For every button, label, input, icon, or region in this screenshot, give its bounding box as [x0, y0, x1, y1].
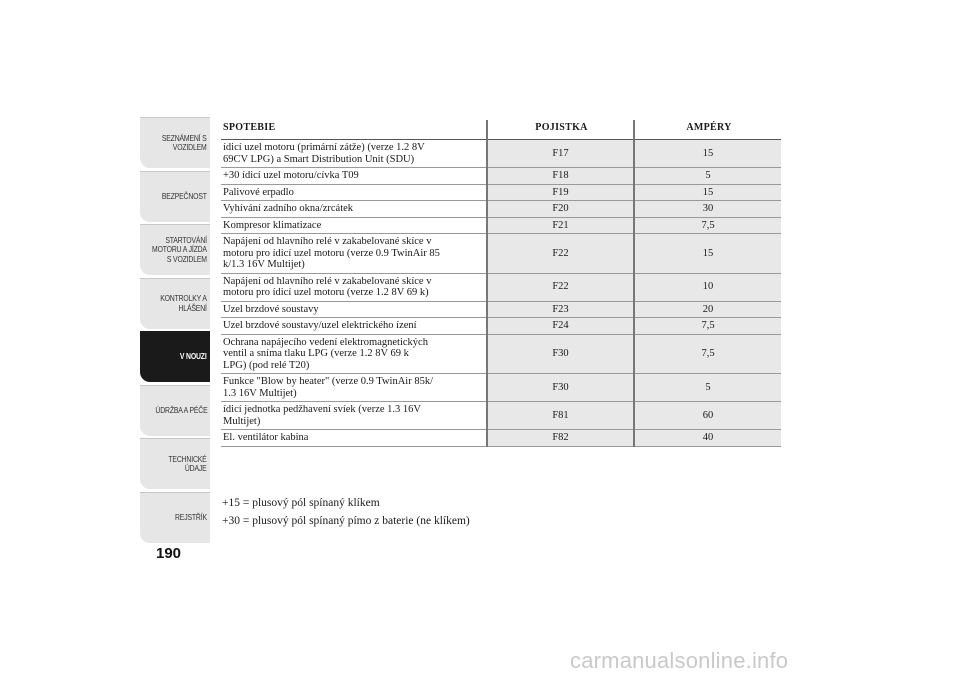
tab-kontrolky[interactable] — [140, 278, 210, 329]
row-consumer: Napájení od hlavního relé v zakabelované skíce v motoru pro ídicí uzel motoru (verze 0.9 TwinAir 85 k/1.3 16V Multijet) — [221, 234, 487, 274]
row-consumer: Kompresor klimatizace — [221, 217, 487, 234]
row-amps: 7,5 — [634, 318, 781, 335]
row-fuse: F24 — [487, 318, 634, 335]
row-consumer: El. ventilátor kabina — [221, 430, 487, 447]
table-row — [221, 430, 781, 447]
row-fuse: F19 — [487, 184, 634, 201]
table-row — [221, 201, 781, 218]
row-amps: 15 — [634, 234, 781, 274]
tab-seznameni-s-vozidlem[interactable] — [140, 117, 210, 168]
note-item: +15 = plusový pól spínaný klíkem — [222, 497, 380, 509]
tab-label: SEZNÁMENÍ S VOZIDLEM — [162, 132, 207, 152]
header-consumer: SPOTEBIE — [221, 120, 487, 140]
fuse-table-wrapper — [221, 120, 781, 447]
notes — [222, 494, 470, 530]
row-fuse: F21 — [487, 217, 634, 234]
tab-label: STARTOVÁNÍ MOTORU A JÍZDA S VOZIDLEM — [152, 234, 207, 264]
row-fuse: F17 — [487, 140, 634, 168]
table-row — [221, 301, 781, 318]
tab-v-nouzi[interactable] — [140, 331, 210, 382]
row-amps: 7,5 — [634, 217, 781, 234]
row-fuse: F23 — [487, 301, 634, 318]
row-consumer: Ochrana napájecího vedení elektromagnetických ventil a sníma tlaku LPG (verze 1.2 8V 69 k LPG) (pod relé T20) — [221, 334, 487, 374]
table-row — [221, 217, 781, 234]
row-fuse: F18 — [487, 168, 634, 185]
row-amps: 40 — [634, 430, 781, 447]
row-consumer: Funkce "Blow by heater" (verze 0.9 TwinAir 85k/ 1.3 16V Multijet) — [221, 374, 487, 402]
table-row — [221, 318, 781, 335]
fuse-table — [221, 120, 781, 447]
tab-startovani[interactable] — [140, 224, 210, 275]
row-amps: 15 — [634, 184, 781, 201]
row-consumer: ídicí uzel motoru (primární zátže) (verze 1.2 8V 69CV LPG) a Smart Distribution Unit (SDU) — [221, 140, 487, 168]
table-row — [221, 184, 781, 201]
row-consumer: +30 ídicí uzel motoru/cívka T09 — [221, 168, 487, 185]
row-amps: 20 — [634, 301, 781, 318]
tab-technicke-udaje[interactable] — [140, 438, 210, 489]
watermark-logo: carmanualsonline.info — [570, 648, 789, 673]
table-row — [221, 402, 781, 430]
row-consumer: Palivové erpadlo — [221, 184, 487, 201]
table-row — [221, 234, 781, 274]
tab-bezpecnost[interactable] — [140, 171, 210, 222]
row-fuse: F22 — [487, 234, 634, 274]
row-consumer: Uzel brzdové soustavy/uzel elektrického ízení — [221, 318, 487, 335]
row-amps: 10 — [634, 273, 781, 301]
table-row — [221, 374, 781, 402]
row-consumer: Uzel brzdové soustavy — [221, 301, 487, 318]
row-amps: 60 — [634, 402, 781, 430]
tab-label: TECHNICKÉ ÚDAJE — [168, 453, 207, 473]
row-fuse: F22 — [487, 273, 634, 301]
tab-label: ÚDRŽBA A PÉČE — [154, 404, 207, 415]
row-amps: 7,5 — [634, 334, 781, 374]
row-consumer: Vyhívání zadního okna/zrcátek — [221, 201, 487, 218]
section-tabs — [140, 117, 210, 545]
header-fuse: POJISTKA — [487, 120, 634, 140]
row-fuse: F81 — [487, 402, 634, 430]
tab-label: KONTROLKY A HLÁŠENÍ — [160, 293, 207, 313]
row-consumer: ídicí jednotka pedžhavení svíek (verze 1.3 16V Multijet) — [221, 402, 487, 430]
table-row — [221, 168, 781, 185]
row-fuse: F82 — [487, 430, 634, 447]
tab-label: REJSTŘÍK — [175, 511, 207, 522]
row-fuse: F30 — [487, 374, 634, 402]
tab-label: V NOUZI — [180, 351, 207, 362]
table-row — [221, 140, 781, 168]
row-consumer: Napájení od hlavního relé v zakabelované skíce v motoru pro ídicí uzel motoru (verze 1.2 8V 69 k) — [221, 273, 487, 301]
tab-label: BEZPEČNOST — [162, 190, 207, 201]
row-amps: 5 — [634, 168, 781, 185]
table-row — [221, 273, 781, 301]
row-amps: 30 — [634, 201, 781, 218]
table-header-row — [221, 120, 781, 140]
row-amps: 15 — [634, 140, 781, 168]
page-number: 190 — [156, 545, 182, 562]
tab-rejstrik[interactable] — [140, 492, 210, 543]
row-amps: 5 — [634, 374, 781, 402]
header-amps: AMPÉRY — [634, 120, 781, 140]
row-fuse: F20 — [487, 201, 634, 218]
row-fuse: F30 — [487, 334, 634, 374]
note-item: +30 = plusový pól spínaný pímo z baterie (ne klíkem) — [222, 515, 470, 527]
table-row — [221, 334, 781, 374]
tab-udrzba[interactable] — [140, 385, 210, 436]
